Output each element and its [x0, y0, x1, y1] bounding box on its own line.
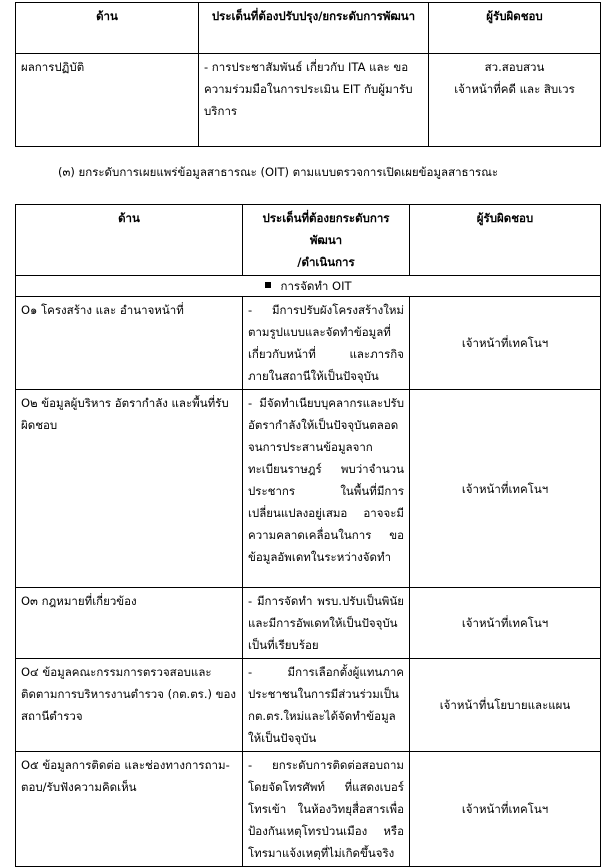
- topic-cell: O๒ ข้อมูลผู้บริหาร อัตรากำลัง และพื้นที่รับผิดชอบ: [16, 390, 243, 588]
- responsible-cell: เจ้าหน้าที่เทคโนฯ: [410, 297, 601, 390]
- topic-cell: O๓ กฎหมายที่เกี่ยวข้อง: [16, 588, 243, 659]
- responsible-cell: เจ้าหน้าที่นโยบายและแผน: [410, 659, 601, 752]
- responsible-cell: เจ้าหน้าที่เทคโนฯ: [410, 752, 601, 867]
- table-row: [16, 390, 601, 588]
- table-row: [16, 297, 601, 390]
- header-responsible: ผู้รับผิดชอบ: [410, 205, 601, 276]
- issue-cell: - ยกระดับการติดต่อสอบถามโดยจัดโทรศัพท์ ที่แสดงเบอร์โทรเข้า ในห้องวิทยุสื่อสารเพื่อป้องกันเหตุโทรป่วนเมือง หรือโทรมาแจ้งเหตุที่ไม่เกิดขึ้นจริง: [243, 752, 410, 867]
- issue-cell: - การประชาสัมพันธ์ เกี่ยวกับ ITA และ ขอความร่วมมือในการประเมิน EIT กับผู้มารับบริการ: [199, 54, 429, 147]
- header-issue: [243, 205, 410, 276]
- header-issue-line: ประเด็นที่ต้องยกระดับการพัฒนา: [262, 211, 390, 247]
- table-row: [16, 54, 601, 147]
- section-cell: [16, 276, 601, 297]
- responsible-line: สว.สอบสวน: [484, 60, 545, 74]
- issue-cell: - มีจัดทำเนียบบุคลากรและปรับอัตรากำลังให้เป็นปัจจุบันตลอดจนการประสานข้อมูลจากทะเบียนราษฎร์ พบว่าจำนวนประชากร ในพื้นที่มีการเปลี่ยนแปลงอยู่เสมอ อาจจะมีความคลาดเคลื่อนในการ ขอข้อมูลอัพเดทในระหว่างจัดทำ: [243, 390, 410, 588]
- header-issue: ประเด็นที่ต้องปรับปรุง/ยกระดับการพัฒนา: [199, 3, 429, 54]
- header-responsible: ผู้รับผิดชอบ: [429, 3, 601, 54]
- oit-table: [15, 204, 601, 867]
- responsible-line: เจ้าหน้าที่คดี และ สิบเวร: [454, 82, 575, 96]
- issue-cell: - มีการเลือกตั้งผู้แทนภาคประชาชนในการมีส่วนร่วมเป็น กต.ตร.ใหม่และได้จัดทำข้อมูลให้เป็นปัจจุบัน: [243, 659, 410, 752]
- square-bullet-icon: [265, 282, 271, 288]
- table-row: [16, 752, 601, 867]
- header-topic: ด้าน: [16, 205, 243, 276]
- responsible-cell: เจ้าหน้าที่เทคโนฯ: [410, 588, 601, 659]
- section-label: การจัดทำ OIT: [280, 279, 352, 293]
- header-topic: ด้าน: [16, 3, 199, 54]
- topic-cell: O๕ ข้อมูลการติดต่อ และช่องทางการถาม-ตอบ/รับฟังความคิดเห็น: [16, 752, 243, 867]
- responsible-cell: [429, 54, 601, 147]
- section-row: [16, 276, 601, 297]
- header-issue-line: /ดำเนินการ: [297, 255, 355, 269]
- issue-cell: - มีการจัดทำ พรบ.ปรับเป็นพินัย และมีการอัพเดทให้เป็นปัจจุบันเป็นที่เรียบร้อย: [243, 588, 410, 659]
- topic-cell: O๔ ข้อมูลคณะกรรมการตรวจสอบและติดตามการบริหารงานตำรวจ (กต.ตร.) ของสถานีตำรวจ: [16, 659, 243, 752]
- issue-cell: - มีการปรับผังโครงสร้างใหม่ตามรูปแบบและจัดทำข้อมูลที่เกี่ยวกับหน้าที่ และภารกิจภายในสถานีให้เป็นปัจจุบัน: [243, 297, 410, 390]
- table-header-row: [16, 205, 601, 276]
- table-row: [16, 659, 601, 752]
- table-row: [16, 588, 601, 659]
- responsible-cell: เจ้าหน้าที่เทคโนฯ: [410, 390, 601, 588]
- table-header-row: [16, 3, 601, 54]
- responsibility-table: [15, 2, 601, 147]
- section-caption: (๓) ยกระดับการเผยแพร่ข้อมูลสาธารณะ (OIT) ตามแบบตรวจการเปิดเผยข้อมูลสาธารณะ: [58, 165, 499, 179]
- topic-cell: ผลการปฏิบัติ: [16, 54, 199, 147]
- topic-cell: O๑ โครงสร้าง และ อำนาจหน้าที่: [16, 297, 243, 390]
